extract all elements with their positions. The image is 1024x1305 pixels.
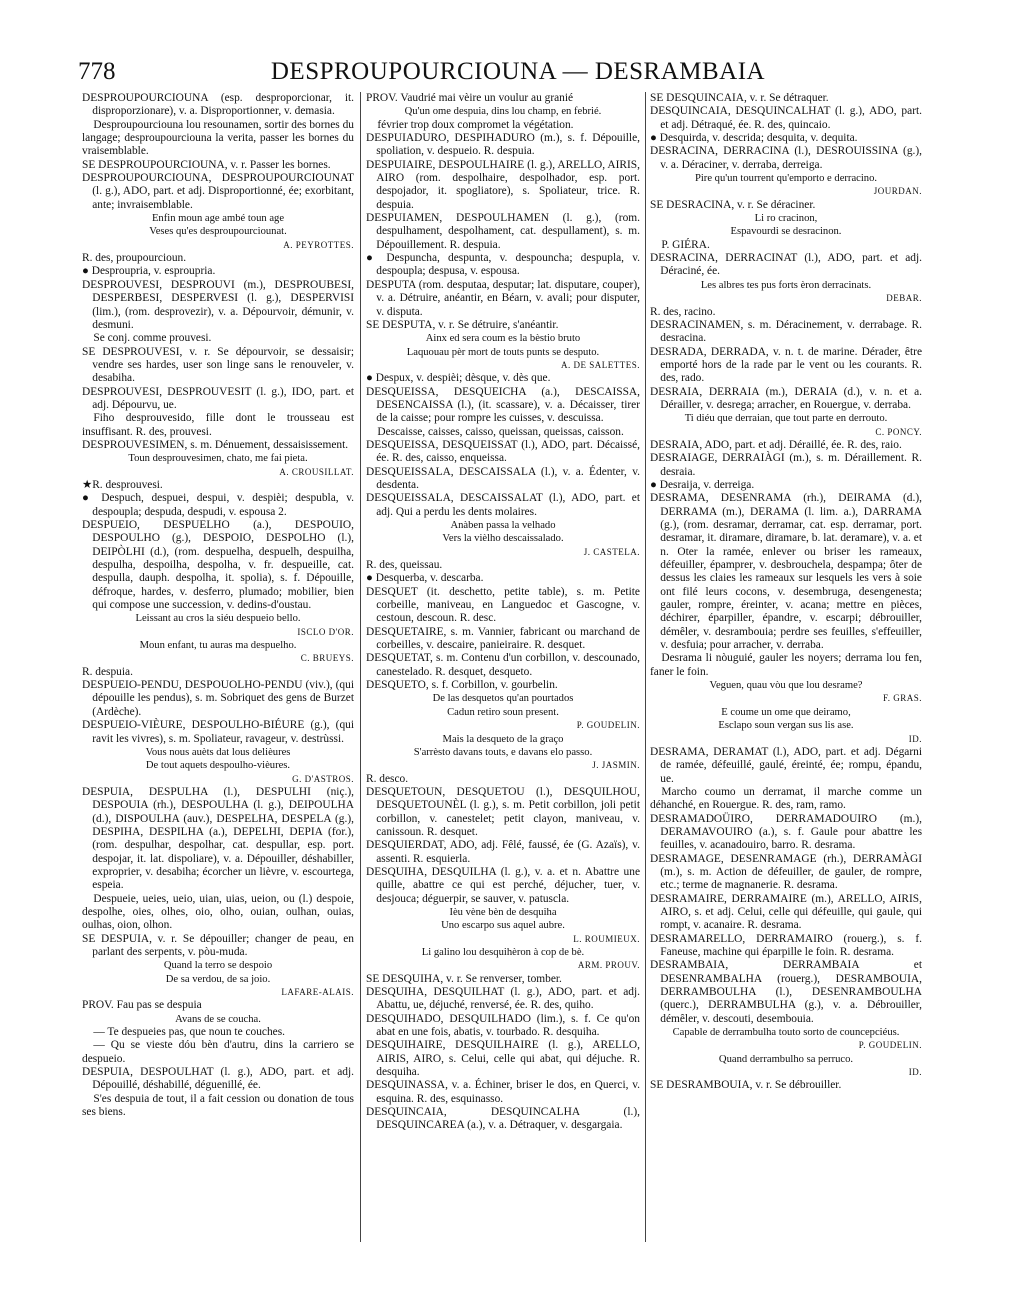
- dictionary-entry: DESQUINCAIA, DESQUINCALHAT (l. g.), ADO, part. et adj. Détraqué, ée. R. des, quincaio.: [650, 105, 922, 131]
- dictionary-entry: PROV. Fau pas se despuia: [82, 999, 202, 1012]
- dictionary-entry: SE DESPROUVESI, v. r. Se dépourvoir, se dessaisir; vendre ses hardes, user son linge sans le renouveler, v. desabiha.: [82, 345, 354, 385]
- quotation-line: S'arrèsto davans touts, e davans elo passo.: [413, 746, 593, 758]
- dictionary-entry: DESPUIADURO, DESPIHADURO (m.), s. f. Dépouille, spoliation, v. despueio. R. despuia.: [366, 132, 640, 158]
- citation-author: LAFARE-ALAIS.: [281, 987, 354, 998]
- dictionary-entry: DESRAMAIRE, DERRAMAIRE (m.), ARELLO, AIRIS, AIRO, s. et adj. Celui, celle qui défeuille, qui gaule, qui rompt, v. acanaire. R. desrama.: [650, 892, 922, 932]
- citation-author: JOURDAN.: [873, 186, 922, 197]
- quotation-line: De tout aquets despoulho-vièures.: [145, 760, 291, 772]
- citation-author: A. CROUSILLAT.: [279, 466, 354, 477]
- dictionary-entry: SE DESQUINCAIA, v. r. Se détraquer.: [650, 92, 829, 104]
- dictionary-entry: DESQUEISSA, DESQUEISSAT (l.), ADO, part. Décaissé, ée. R. des, caisso, enqueissa.: [366, 438, 640, 465]
- citation-author: P. GOUDELIN.: [858, 1040, 922, 1051]
- dictionary-entry: DESPUEIO, DESPUELHO (a.), DESPOUIO, DESPOULHO (g.), DESPOIO, DESPOLHO (l.), DEIPÒLHI (d.), (rom. despuelha, despuelh, despuilha, despulha, despoilha, despolha, v. fr. despueille, cat. despulla, dauph. despolha, it. spolia), s. f. Dépouille, défroque, hardes, v. desferro, plumado; mobilier, bien qui compose une succession, v. dedins-d'oustau.: [82, 519, 354, 612]
- dictionary-entry: DESQUEISSALA, DESCAISSALAT (l.), ADO, part. et adj. Qui a perdu les dents molaires.: [366, 492, 640, 518]
- dictionary-entry: S'es despuia de tout, il a fait cession ou donation de tous ses biens.: [82, 1092, 354, 1119]
- citation-author: J. JASMIN.: [592, 760, 640, 771]
- quotation-line: Espavourdi se desracinon.: [730, 226, 842, 238]
- dictionary-entry: DESPROUPOURCIOUNA, DESPROUPOURCIOUNAT (l. g.), ADO, part. et adj. Disproportionné, ée; exorbitant, ante; invraisemblable.: [82, 172, 354, 211]
- citation-author: G. D'ASTROS.: [292, 773, 354, 784]
- dictionary-entry: DESPUTA (rom. desputaa, desputar; lat. disputare, couper), v. a. Détruire, anéantir, en Béarn, v. avali; pour disputer, v. disputa.: [366, 278, 640, 318]
- dictionary-entry: DESQUIHA, DESQUILHAT (l. g.), ADO, part. et adj. Abattu, ue, déjuché, renversé, ée. R. des, quiho.: [366, 986, 640, 1012]
- quotation-line: Ti diéu que derraian, que tout parte en derrouto.: [684, 413, 888, 425]
- quotation-line: De las desquetos qu'an pourtados: [432, 693, 574, 705]
- dictionary-entry: SE DESRACINA, v. r. Se déraciner.: [650, 198, 816, 211]
- quotation-line: Li galino lou desquihèron à cop de bè.: [421, 947, 585, 958]
- dictionary-entry: SE DESPROUPOURCIOUNA, v. r. Passer les bornes.: [82, 158, 331, 171]
- column-3: [650, 92, 922, 1093]
- dictionary-entry: DESRAMBAIA, DERRAMBAIA et DESENRAMBALHA (rouerg.), DESRAMBOUIA, DERRAMBOULHA (l.), DESENRAMBOULHA (querc.), DERRAMBULHA (g.), v. a. Débrouiller, démêler, v. descouti, desembouia.: [650, 959, 922, 1025]
- citation-author: A. PEYROTTES.: [283, 239, 354, 250]
- quotation-line: Les albres tes pus forts èron derracinats.: [700, 279, 872, 291]
- dictionary-entry: Descaisse, caisses, caisso, queissan, queissas, caisson.: [377, 425, 624, 438]
- dictionary-entry: DESPROUVESI, DESPROUVI (m.), DESPROUBESI, DESPERBESI, DESPERVESI (l. g.), DESPERVISI (lim.), (rom. desprovezir), v. a. Dépourvoir, démunir, v. desmuni.: [82, 278, 354, 331]
- citation-author: C. PONCY.: [875, 426, 922, 437]
- dictionary-entry: R. desco.: [366, 772, 409, 785]
- citation-author: A. DE SALETTES.: [561, 359, 640, 370]
- dictionary-entry: DESRAIA, ADO, part. et adj. Déraillé, ée. R. des, raio.: [650, 438, 902, 451]
- dictionary-entry: DESQUINCAIA, DESQUINCALHA (l.), DESQUINCAREA (a.), v. a. Détraquer, v. desgargaia.: [366, 1106, 640, 1132]
- dictionary-entry: DESPUIA, DESPULHA (l.), DESPULHI (niç.), DESPOUIA (rh.), DESPOULHA (l. g.), DEIPOULHA (d.), DISPOULHA (auv.), DESPELHA, DESPELA (g.), DESPIHA, DESPILHA (a.), DEPELHI, DEPIA (for.), (rom. despulhar, despolhar, cat. despullar, esp. port. despojar, it. lat. dispoliare), v. a. Dépouiller, déshabiller, exproprier, v. desabiha; écorcher un lièvre, v. escourtega, espeia.: [82, 785, 354, 892]
- dictionary-entry: R. des, proupourcioun.: [82, 252, 187, 265]
- running-title: DESPROUPOURCIOUNA — DESRAMBAIA: [270, 58, 766, 85]
- dictionary-entry: DESQUEISSALA, DESCAISSALA (l.), v. a. Édenter, v. desdenta.: [366, 465, 640, 491]
- dictionary-entry: ● Desraija, v. derreiga.: [650, 478, 755, 491]
- dictionary-entry: R. des, queissau.: [366, 559, 443, 572]
- quotation-line: Toun desprouvesimen, chato, me fai pieta.: [128, 453, 308, 465]
- quotation-line: Qu'un ome despuia, dins lou champ, en febrié.: [404, 106, 602, 118]
- quotation-line: De sa verdou, de sa joio.: [165, 973, 271, 985]
- dictionary-entry: DESRAMADOÜIRO, DERRAMADOUIRO (m.), DERAMAVOUIRO (a.), s. f. Gaule pour abattre les feuilles, v. acanadouiro, barro. R. desrama.: [650, 812, 922, 852]
- dictionary-entry: ● Desquerba, v. descarba.: [366, 572, 484, 585]
- dictionary-entry: Desrama li nòuguié, gauler les noyers; derrama lou fen, faner le foin.: [650, 652, 922, 678]
- dictionary-entry: R. despuia.: [82, 665, 133, 678]
- dictionary-entry: DESQUIHA, DESQUILHA (l. g.), v. a. et n. Abattre une quille, abattre ce qui est perché, déjucher, tuer, v. desjouca; déguerpir, se sauver, v. patusclа.: [366, 865, 640, 905]
- dictionary-entry: DESQUINASSA, v. a. Échiner, briser le dos, en Querci, v. esquina. R. des, esquinasso.: [366, 1079, 640, 1105]
- quotation-line: Cadun retiro soun present.: [447, 706, 559, 718]
- citation-author: L. ROUMIEUX.: [573, 933, 640, 944]
- dictionary-entry: SE DESPUTA, v. r. Se détruire, s'anéantir.: [366, 318, 559, 331]
- dictionary-entry: DESQUIHADO, DESQUILHADO (lim.), s. f. Ce qu'on abat en une fois, abatis, v. tourbado. R. desquiha.: [366, 1012, 640, 1039]
- dictionary-entry: DESRAMAGE, DESENRAMAGE (rh.), DERRAMÀGI (m.), s. m. Action de défeuiller, de gauler, de rompre, etc.; terme de magnanerie. R. desrama.: [650, 852, 922, 892]
- quotation-line: Ainx ed sera coum es la bèstio bruto: [425, 333, 581, 345]
- dictionary-entry: ● Desproupria, v. esproupria.: [82, 265, 216, 278]
- dictionary-entry: SE DESPUIA, v. r. Se dépouiller; changer de peau, en parlant des serpents, v. pòu-muda.: [82, 932, 354, 958]
- dictionary-entry: ● Despuncha, despunta, v. despouncha; despupla, v. despoupla; despusa, v. espousa.: [366, 252, 640, 278]
- column-2: [366, 92, 640, 1133]
- dictionary-entry: Desproupourciouna lou resounamen, sortir des bornes du langage; desproupourciouna la verita, passer les bornes du vraisemblable.: [82, 118, 354, 158]
- dictionary-entry: DESQUETO, s. f. Corbillon, v. gourbelin.: [366, 679, 558, 692]
- dictionary-entry: DESQUET (it. deschetto, petite table), s. m. Petite corbeille, maniveau, en Languedoc et Gascogne, v. cestoun, descoun. R. desc.: [366, 585, 640, 625]
- dictionary-entry: DESPROUVESIMEN, s. m. Dénuement, dessaisissement.: [82, 438, 349, 451]
- citation-author: ID.: [908, 1067, 922, 1078]
- quotation-line: Quand derrambulho sa perruco.: [718, 1053, 854, 1065]
- dictionary-entry: DESRAIAGE, DERRAIÀGI (m.), s. m. Déraillement. R. desraia.: [650, 452, 922, 478]
- dictionary-entry: DESRAIA, DERRAIA (m.), DERAIA (d.), v. n. et a. Dérailler, v. desrega; arracher, en Rouergue, v. derraba.: [650, 385, 922, 411]
- page-number: 778: [78, 58, 116, 85]
- quotation-line: Vous nous auèts dat lous delièures: [145, 746, 291, 758]
- column-1: [82, 92, 354, 1119]
- quotation-line: Esclapo soun vergan sus lis ase.: [718, 720, 854, 732]
- dictionary-entry: ● Despuch, despuei, despui, v. despièi; despubla, v. despoupla; despuda, despudi, v. espousa 2.: [82, 492, 354, 518]
- citation-author: ISCLO D'OR.: [297, 626, 354, 637]
- dictionary-entry: Despueie, ueies, ueio, uian, uias, ueion, ou (l.) despoie, despolhe, oies, olhes, oio, olho, ouian, oulhan, ouias, oulhas, oion, olhon.: [82, 892, 354, 932]
- dictionary-entry: DESQUEISSA, DESQUEICHA (a.), DESCAISSA, DESENCAISSA (l.), (it. scassare), v. a. Décaisser, tirer de la caisse; pour rompre les cuisses, v. descuissa.: [366, 385, 640, 425]
- citation-author: DEBAR.: [886, 293, 922, 304]
- quotation-line: Li ro cracinon,: [754, 213, 818, 225]
- dictionary-entry: DESPUEIO-PENDU, DESPOUOLHO-PENDU (viv.), (qui dépouille les pendus), s. m. Sobriquet des gens de Burzet (Ardèche).: [82, 679, 354, 718]
- quotation-line: Pire qu'un tourrent qu'emporto e derracino.: [694, 173, 878, 185]
- quotation-line: Enfin moun age ambé toun age: [151, 213, 285, 225]
- citation-author: ARM. PROUV.: [577, 960, 640, 971]
- citation-author: ID.: [908, 733, 922, 744]
- quotation-line: Veguen, quau vòu que lou desrame?: [709, 680, 863, 692]
- dictionary-entry: — Te despueies pas, que noun te couches.: [93, 1026, 286, 1039]
- dictionary-entry: DESPUIAMEN, DESPOULHAMEN (l. g.), (rom. despulhament, despolhament, cat. despullament), s. m. Dépouillement. R. despuia.: [366, 212, 640, 251]
- dictionary-entry: DESRAMARELLO, DERRAMAIRO (rouerg.), s. f. Faneuse, machine qui éparpille le foin. R. desrama.: [650, 932, 922, 958]
- dictionary-entry: février trop doux compromet la végétation.: [377, 118, 574, 131]
- quotation-line: Mais la desqueto de la graço: [442, 733, 564, 745]
- dictionary-entry: P. GIÉRA.: [661, 238, 710, 251]
- quotation-line: Capable de derrambulha touto sorto de councepciéus.: [672, 1027, 900, 1039]
- page-header: [78, 58, 958, 88]
- dictionary-entry: DESQUETAT, s. m. Contenu d'un corbillon, v. descounado, canestelado. R. desquet, desqueto.: [366, 652, 640, 678]
- citation-author: C. BRUEYS.: [300, 653, 354, 664]
- dictionary-entry: DESRACINA, DERRACINAT (l.), ADO, part. et adj. Déraciné, ée.: [650, 252, 922, 278]
- quotation-line: Quand la terro se despoio: [163, 960, 273, 972]
- dictionary-entry: ● Despux, v. despièi; dèsque, v. dès que.: [366, 372, 551, 385]
- quotation-line: Veses qu'es desproupourciounat.: [149, 226, 287, 238]
- dictionary-entry: SE DESRAMBOUIA, v. r. Se débrouiller.: [650, 1079, 842, 1092]
- dictionary-entry: DESRAMA, DERAMAT (l.), ADO, part. et adj. Dégarni de ramée, défeuillé, gaulé, éreinté, ée; rompu, épandu, ue.: [650, 745, 922, 785]
- dictionary-entry: PROV. Vaudrié mai vèire un voulur au granié: [366, 92, 574, 104]
- dictionary-entry: DESQUIHAIRE, DESQUILHAIRE (l. g.), ARELLO, AIRIS, AIRO, s. Celui, celle qui abat, qui déjuche. R. desquiha.: [366, 1039, 640, 1079]
- quotation-line: Vers la vièlho descaissalado.: [442, 533, 564, 545]
- dictionary-entry: DESRADA, DERRADA, v. n. t. de marine. Dérader, être emporté hors de la rade par le vent ou les courants. R. des, rado.: [650, 345, 922, 385]
- dictionary-entry: DESPUEIO-VIÈURE, DESPOULHO-BIÉURE (g.), (qui ravit les vivres), s. m. Spoliateur, ravageur, v. destrùssi.: [82, 719, 354, 745]
- quotation-line: Avans de se coucha.: [175, 1013, 261, 1025]
- citation-author: J. CASTELA.: [583, 546, 640, 557]
- quotation-line: Ièu vène bèn de desquiha: [449, 906, 557, 918]
- dictionary-entry: Marcho coumo un derramat, il marche comme un déhanché, en Rouergue. R. des, ram, ramo.: [650, 785, 922, 812]
- dictionary-entry: DESQUETAIRE, s. m. Vannier, fabricant ou marchand de corbeilles, v. descaire, panieiraire. R. desquet.: [366, 625, 640, 652]
- dictionary-entry: R. des, racino.: [650, 305, 716, 318]
- dictionary-entry: DESQUETOUN, DESQUETOU (l.), DESQUILHOU, DESQUETOUNÈL (l. g.), s. m. Petit corbillon, joli petit corbillon, v. canestelet; petit clayon, maniveau, v. canissoun. R. desquet.: [366, 785, 640, 838]
- dictionary-entry: DESPROUVESI, DESPROUVESIT (l. g.), IDO, part. et adj. Dépourvu, ue.: [82, 385, 354, 411]
- dictionary-entry: ● Desquirda, v. descrida; desquita, v. dequita.: [650, 132, 858, 145]
- quotation-line: E coume un ome que deiramo,: [721, 706, 851, 718]
- dictionary-entry: DESRACINAMEN, s. m. Déracinement, v. derrabage. R. desracina.: [650, 318, 922, 345]
- quotation-line: Moun enfant, tu auras ma despuelho.: [139, 640, 297, 652]
- dictionary-entry: DESQUIERDAT, ADO, adj. Fêlé, faussé, ée (G. Azaïs), v. assenti. R. esquierla.: [366, 839, 640, 865]
- dictionary-entry: SE DESQUIHA, v. r. Se renverser, tomber.: [366, 972, 562, 985]
- citation-author: P. GOUDELIN.: [576, 720, 640, 731]
- dictionary-entry: DESRAMA, DESENRAMA (rh.), DEIRAMA (d.), DERRAMA (m.), DERAMA (l. lim. a.), DARRAMA (g.), (rom. desramar, derramar, cat. esp. derramar, port. desramar, it. diramare, diramare, b. lat. deramare), v. a. et n. Oter la ramée, enlever ou briser les rameaux, défeuiller, épamprer, v. desbrouchela, despampa; ôter de dessus les claies les rameaux sur lesquels les vers à soie ont filé leurs cocons, v. desembruga, desengenesta; gauler, rompre, éreinter, v. acana; mettre en pièces, déchirer, éparpiller, épandre, v. escarpi; débrouiller, démêler, v. desrambouia; perdre ses feuilles, s'effeuiller, v. desfuia; pour arracher, v. derraba.: [650, 492, 922, 652]
- dictionary-entry: ★R. desprouvesi.: [82, 478, 163, 491]
- citation-author: F. GRAS.: [882, 693, 922, 704]
- quotation-line: Laquouau pèr mort de touts punts se desputo.: [406, 346, 600, 358]
- column-divider-1: [360, 92, 361, 1242]
- dictionary-entry: DESPUIA, DESPOULHAT (l. g.), ADO, part. et adj. Dépouillé, déshabillé, déguenillé, ée.: [82, 1066, 354, 1092]
- dictionary-entry: Fiho desprouvesido, fille dont le trousseau est insuffisant. R. des, prouvesi.: [82, 412, 354, 438]
- column-divider-2: [645, 92, 646, 1242]
- quotation-line: Anàben passa la velhado: [450, 520, 556, 531]
- dictionary-entry: DESPROUPOURCIOUNA (esp. desproporcionar, it. disproporzionare), v. a. Disproportionner, v. demasia.: [82, 92, 354, 118]
- quotation-line: Leissant au cros la siéu despueio bello.: [135, 613, 301, 625]
- quotation-line: Uno escarpo sus aquel aubre.: [441, 920, 565, 932]
- dictionary-entry: DESPUIAIRE, DESPOULHAIRE (l. g.), ARELLO, AIRIS, AIRO (rom. despolhaire, despolhador, esp. port. despojador, it. spogliatore), s. Spoliateur, trice. R. despuia.: [366, 158, 640, 211]
- dictionary-entry: DESRACINA, DERRACINA (l.), DESROUISSINA (g.), v. a. Déraciner, v. derraba, derreiga.: [650, 145, 922, 171]
- dictionary-entry: — Qu se vieste dóu bèn d'autru, dins la carriero se despueio.: [82, 1039, 354, 1065]
- dictionary-entry: Se conj. comme prouvesi.: [93, 332, 212, 345]
